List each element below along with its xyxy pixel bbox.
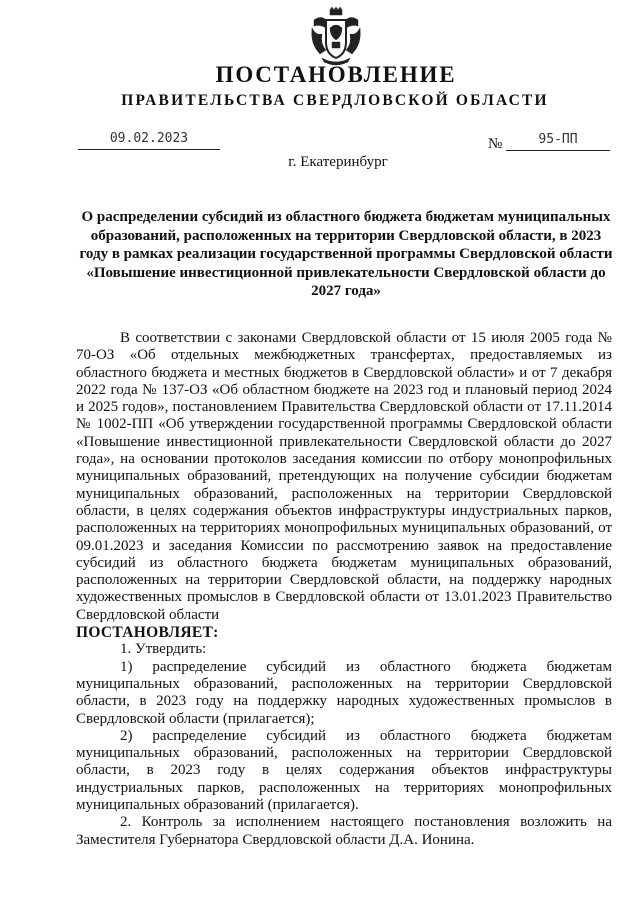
document-type: ПОСТАНОВЛЕНИЕ xyxy=(215,62,457,87)
document-number: 95-ПП xyxy=(538,132,578,147)
issuing-authority: ПРАВИТЕЛЬСТВА СВЕРДЛОВСКОЙ ОБЛАСТИ xyxy=(121,92,549,109)
item-1-1: 1) распределение субсидий из областного бюджета бюджетам муниципальных образований, расположенных на территории Свердловской области, в 2023 году на поддержку народных художественных промыслов в Свердловской области (прилагается); xyxy=(76,658,612,727)
item-1: 1. Утвердить: xyxy=(120,641,207,658)
coat-of-arms-icon xyxy=(308,6,364,66)
number-underline xyxy=(506,150,610,151)
date-underline xyxy=(78,149,220,150)
item-1-2: 2) распределение субсидий из областного бюджета бюджетам муниципальных образований, расположенных на территории Свердловской области, в 2023 году в целях содержания объектов инфраструктуры индустриальных парков, расположенных на территориях монопрофильных муниципальных образований (прилагается). xyxy=(76,727,612,814)
item-2: 2. Контроль за исполнением настоящего постановления возложить на Заместителя Губернатора Свердловской области Д.А. Ионина. xyxy=(76,814,612,848)
city: г. Екатеринбург xyxy=(288,154,388,170)
resolve-heading: ПОСТАНОВЛЯЕТ: xyxy=(76,624,219,642)
document-title: О распределении субсидий из областного бюджета бюджетам муниципальных образований, расположенных на территории Свердловской области, в 2023 году в рамках реализации государственной программы Свердловской области «Повышение инвестиционной привлекательности Свердловской области до 2027 года» xyxy=(79,209,613,299)
document-date: 09.02.2023 xyxy=(109,131,189,146)
document-body xyxy=(76,330,612,849)
number-sign: № xyxy=(488,136,503,152)
preamble-paragraph: В соответствии с законами Свердловской области от 15 июля 2005 года № 70-ОЗ «Об отдельных межбюджетных трансфертах, предоставляемых из областного бюджета и местных бюджетов в Свердловской области» и от 7 декабря 2022 года № 137-ОЗ «Об областном бюджете на 2023 год и плановый период 2024 и 2025 годов», постановлением Правительства Свердловской области от 17.11.2014 № 1002-ПП «Об утверждении государственной программы Свердловской области «Повышение инвестиционной привлекательности Свердловской области до 2027 года», на основании протоколов заседания комиссии по отбору монопрофильных муниципальных образований, претендующих на получение субсидии бюджетам муниципальных образований, расположенных на территории Свердловской области, в целях содержания объектов инфраструктуры индустриальных парков, расположенных на территориях монопрофильных муниципальных образований, от 09.01.2023 и заседания Комиссии по рассмотрению заявок на предоставление субсидий из областного бюджета бюджетам муниципальных образований, расположенных на территории Свердловской области, на поддержку народных художественных промыслов в Свердловской области от 13.01.2023 Правительство Свердловской области xyxy=(76,330,612,623)
